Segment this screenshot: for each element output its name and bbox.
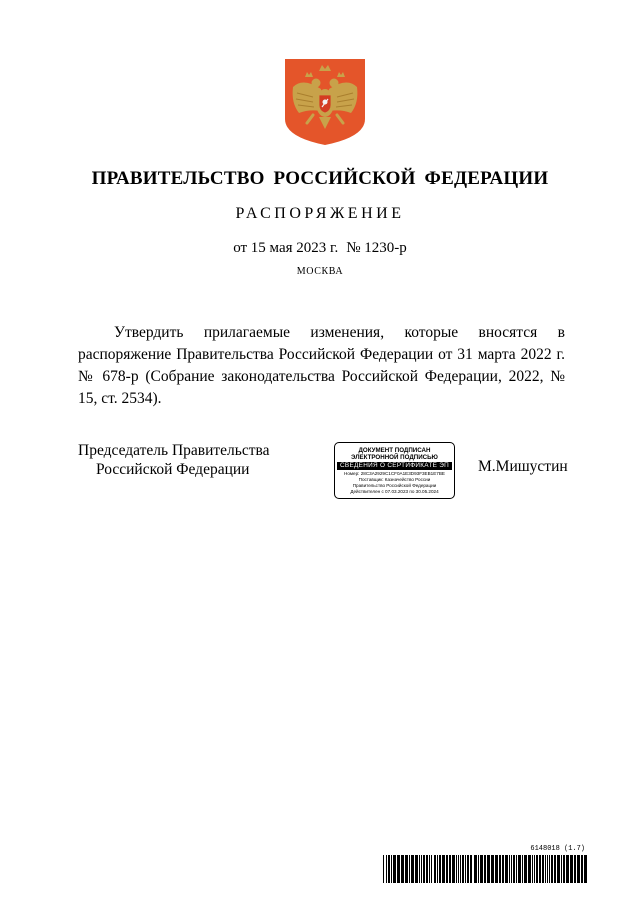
barcode-bar [577,855,580,883]
barcode-bar [551,855,553,883]
barcode-bar [419,855,420,883]
barcode-bar [536,855,538,883]
barcode-bar [429,855,430,883]
signer-position-line1: Председатель Правительства [78,442,270,459]
barcode-image [382,855,587,883]
barcode-bar [516,855,517,883]
barcode-bar [505,855,508,883]
barcode-bar [421,855,422,883]
barcode-block [382,845,587,883]
signer-position-line2: Российской Федерации [96,461,250,478]
barcode-bar [449,855,451,883]
signer-position [78,441,270,479]
barcode-bar [513,855,515,883]
barcode-bar [460,855,461,883]
barcode-bar [458,855,459,883]
barcode-bar [491,855,494,883]
barcode-bar [388,855,390,883]
document-number: № 1230-р [346,240,407,256]
barcode-bar [524,855,527,883]
document-type: РАСПОРЯЖЕНИЕ [235,205,405,222]
stamp-heading-2: ЭЛЕКТРОННОЙ ПОДПИСЬЮ [351,454,438,461]
barcode-bar [480,855,483,883]
stamp-heading-1: ДОКУМЕНТ ПОДПИСАН [358,447,431,454]
document-body [78,322,565,410]
barcode-bar [557,855,560,883]
stamp-validity: Действителен с 07.03.2023 по 30.05.2024 [350,489,439,494]
barcode-bar [467,855,469,883]
barcode-bar [570,855,573,883]
body-paragraph: Утвердить прилагаемые изменения, которые вносятся в распоряжение Правительства Российской Федерации от 31 марта 2022 г. № 678-р (Собрание законодательства Российской Федерации, 2022, № 15, ст. 2534). [78,324,565,407]
barcode-bar [401,855,404,883]
barcode-bar [446,855,448,883]
barcode-bar [502,855,504,883]
barcode-bar [539,855,541,883]
barcode-bar [465,855,466,883]
electronic-signature-stamp [334,442,455,499]
city-label: МОСКВА [296,266,344,277]
barcode-bar [442,855,445,883]
barcode-bar [462,855,464,883]
barcode-bar [484,855,486,883]
barcode-bar [547,855,548,883]
government-title: ПРАВИТЕЛЬСТВО РОССИЙСКОЙ ФЕДЕРАЦИИ [91,168,549,189]
signer-name: М.Мишустин [478,458,568,475]
barcode-bar [549,855,550,883]
barcode-bar [437,855,438,883]
barcode-bar [391,855,392,883]
barcode-bar [581,855,583,883]
barcode-bar [405,855,408,883]
barcode-bar [474,855,477,883]
barcode-bar [478,855,479,883]
barcode-bar [434,855,436,883]
barcode-bar [522,855,523,883]
barcode-bar [439,855,441,883]
stamp-owner: Правительство Российской Федерации [352,483,437,488]
barcode-bar [487,855,490,883]
barcode-bar [456,855,457,883]
barcode-bar [574,855,576,883]
barcode-bar [499,855,501,883]
barcode-bar [426,855,428,883]
barcode-label: 6148018 (1.7) [530,845,585,853]
barcode-bar [528,855,531,883]
barcode-bar [561,855,562,883]
barcode-bar [393,855,396,883]
stamp-supplier: Поставщик: Казначейство России [358,477,431,482]
barcode-bar [518,855,521,883]
stamp-certificate-band: СВЕДЕНИЯ О СЕРТИФИКАТЕ ЭП [337,462,452,470]
barcode-bar [386,855,387,883]
barcode-bar [383,855,384,883]
barcode-bar [566,855,569,883]
document-date: от 15 мая 2023 г. [233,240,339,256]
barcode-bar [431,855,432,883]
barcode-bar [411,855,414,883]
barcode-bar [470,855,472,883]
barcode-bar [545,855,546,883]
barcode-bar [563,855,565,883]
barcode-bar [584,855,587,883]
barcode-bar [534,855,535,883]
coat-of-arms-emblem [283,57,367,147]
barcode-bar [511,855,512,883]
barcode-bar [423,855,425,883]
barcode-bar [542,855,544,883]
barcode-bar [452,855,455,883]
barcode-bar [415,855,418,883]
barcode-bar [409,855,410,883]
date-line [0,240,640,257]
barcode-bar [397,855,400,883]
barcode-bar [554,855,556,883]
barcode-bar [532,855,533,883]
barcode-bar [495,855,498,883]
stamp-cert-number: Номер: 28C3A2929C1CF0A1E3D93F3EB1E7BE [344,471,445,476]
barcode-bar [509,855,510,883]
